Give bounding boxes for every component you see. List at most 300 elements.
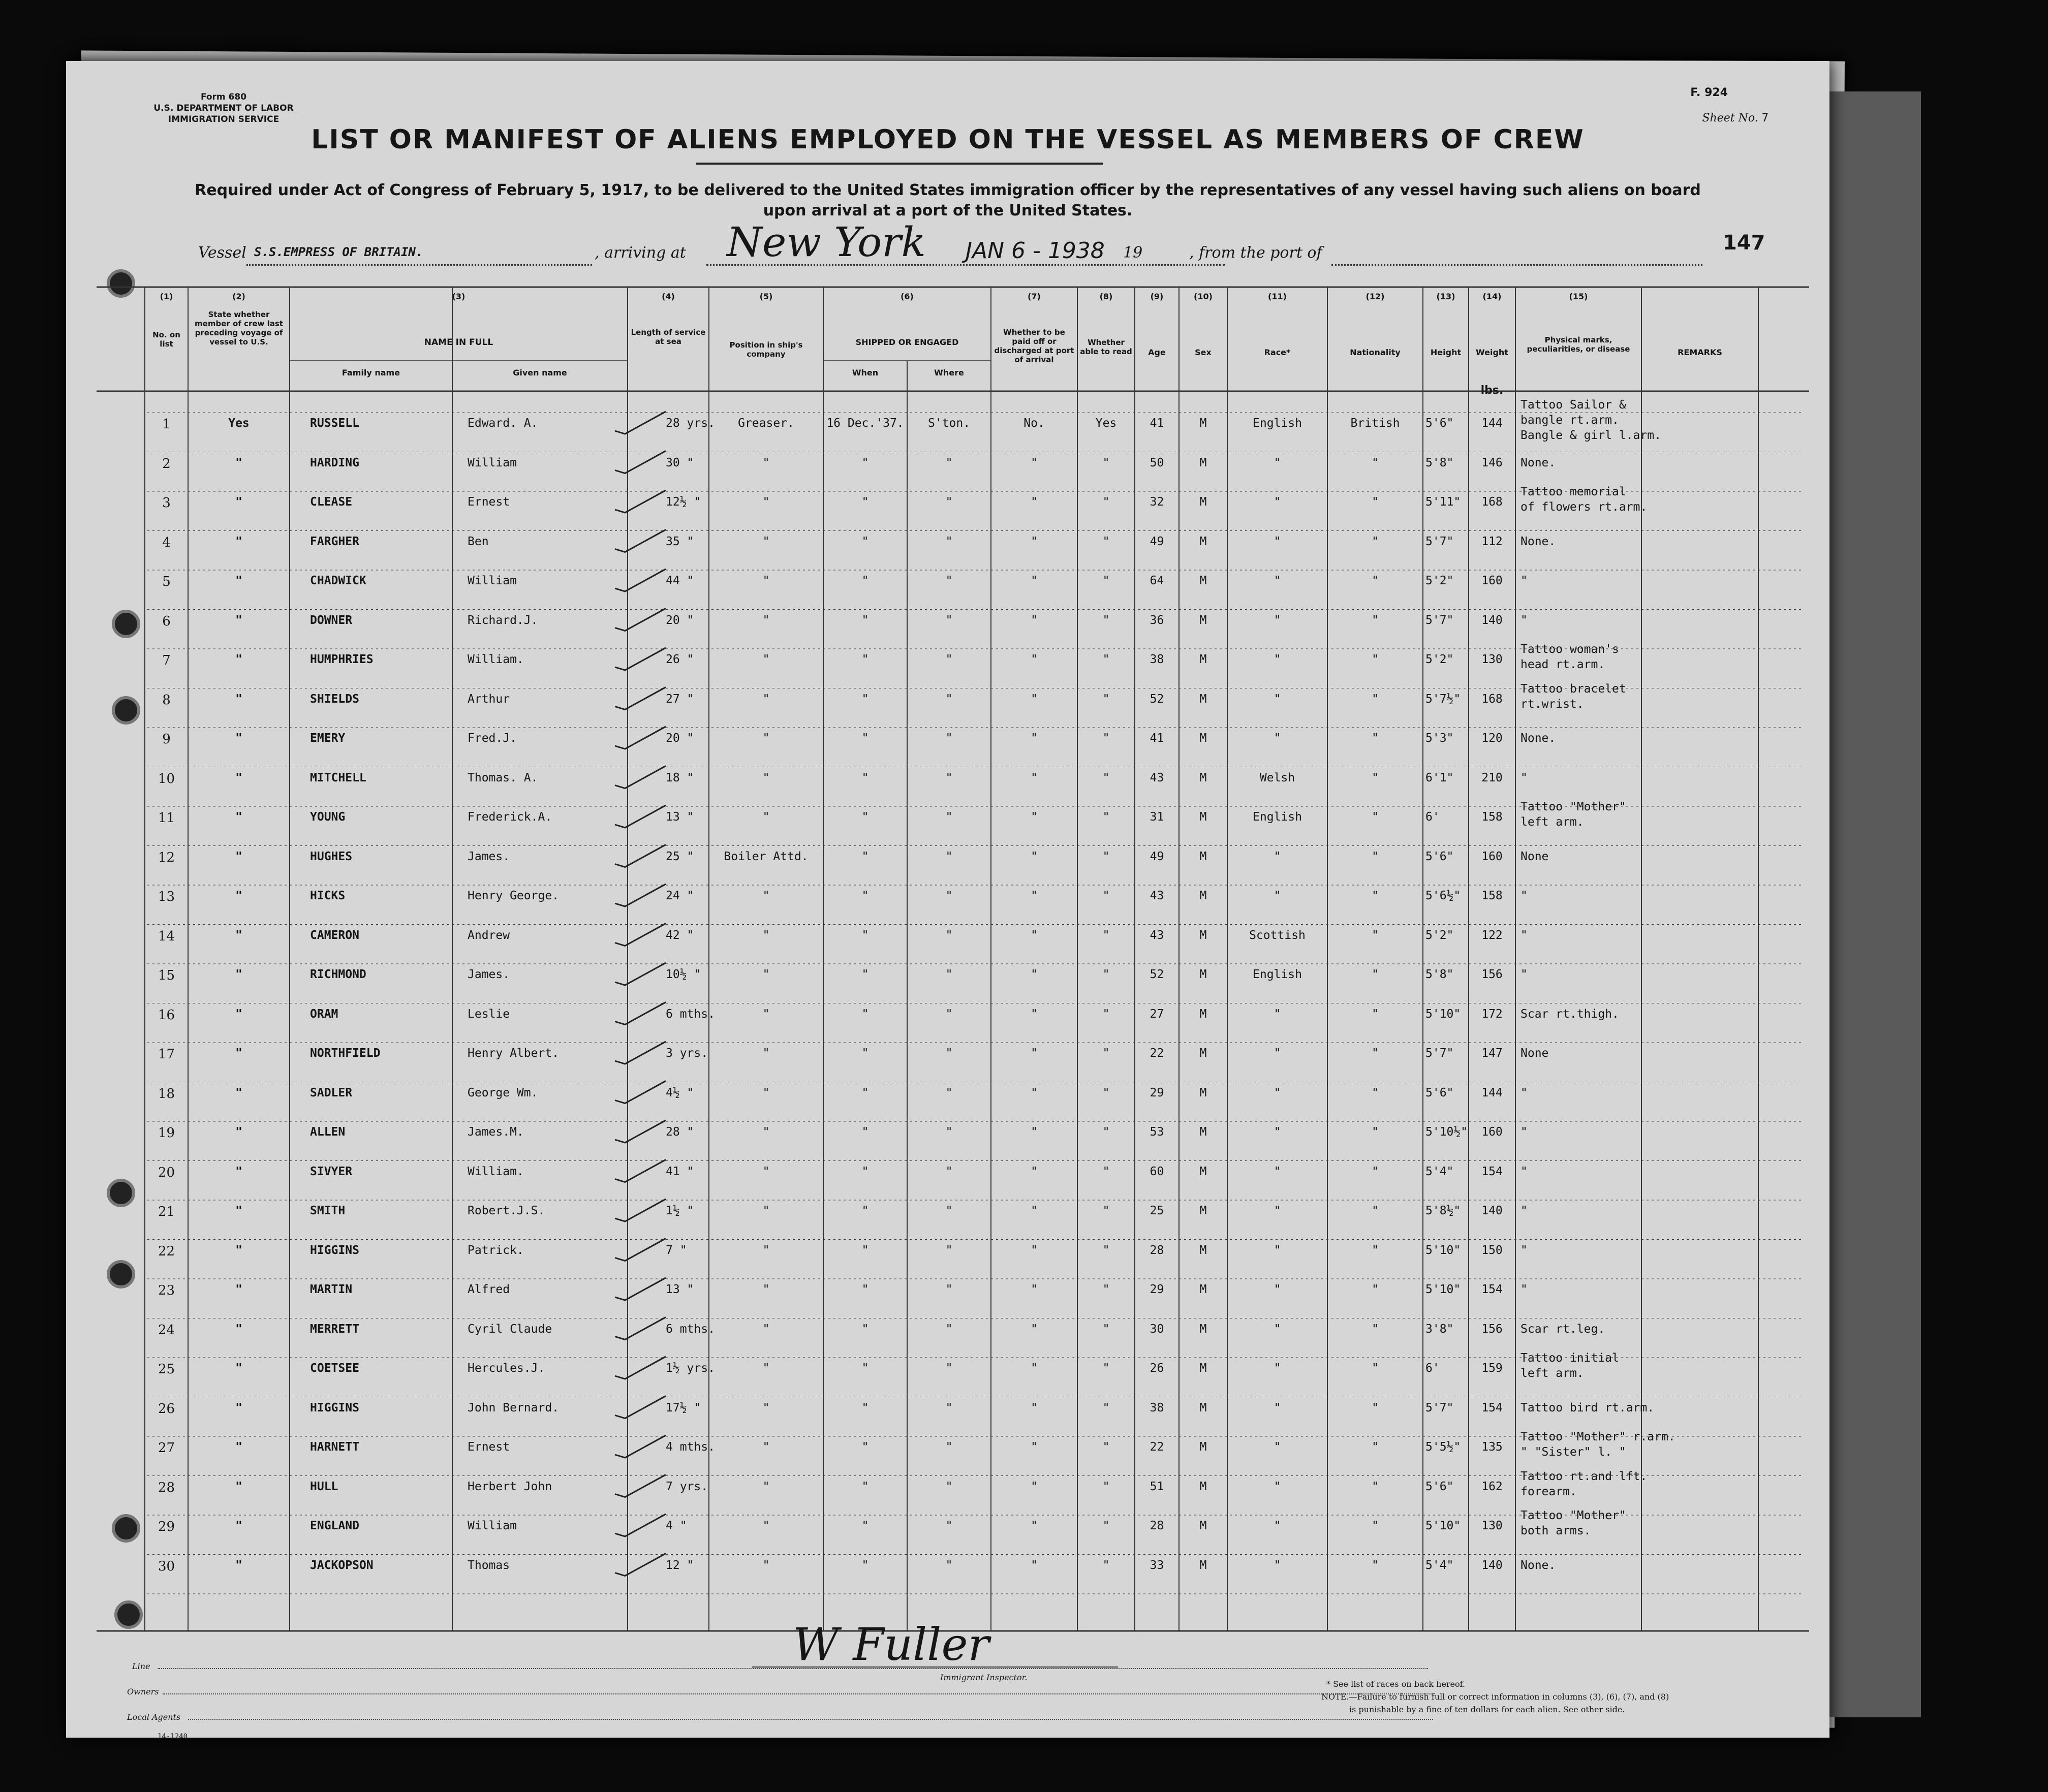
physical-marks: " "Sister" l. " <box>1521 1445 1626 1459</box>
age: 31 <box>1150 810 1164 824</box>
shipped-when: " <box>861 810 869 824</box>
service-length: 6 mths. <box>666 1007 715 1021</box>
service-length: 12½ " <box>666 495 701 509</box>
paid-off: " <box>1031 1204 1038 1217</box>
able-to-read: " <box>1102 1007 1110 1021</box>
family-name: HICKS <box>310 889 346 902</box>
sex: M <box>1199 810 1207 824</box>
given-name: Cyril Claude <box>468 1322 552 1336</box>
family-name: EMERY <box>310 732 346 745</box>
previous-voyage: " <box>235 1322 242 1336</box>
list-number: 29 <box>158 1519 175 1534</box>
able-to-read: " <box>1102 1322 1110 1336</box>
paid-off: " <box>1031 1362 1038 1375</box>
given-name: James.M. <box>468 1125 524 1139</box>
shipped-where: " <box>945 968 953 981</box>
age: 30 <box>1150 1322 1164 1336</box>
family-name: ENGLAND <box>310 1519 359 1532</box>
shipped-where: " <box>945 810 953 824</box>
height: 5'7" <box>1425 613 1454 627</box>
shipped-when: " <box>861 692 869 706</box>
weight: 210 <box>1481 771 1503 784</box>
family-name: YOUNG <box>310 810 346 824</box>
physical-marks: Tattoo "Mother" <box>1521 1509 1626 1522</box>
able-to-read: " <box>1102 1401 1110 1414</box>
sex: M <box>1199 653 1207 666</box>
age: 41 <box>1150 732 1164 745</box>
able-to-read: " <box>1102 456 1110 469</box>
age: 38 <box>1150 1401 1164 1414</box>
service-length: 4 mths. <box>666 1440 715 1454</box>
height: 5'10" <box>1425 1243 1461 1257</box>
sex: M <box>1199 692 1207 706</box>
shipped-where: " <box>945 613 953 627</box>
position: " <box>762 889 770 902</box>
document-title: LIST OR MANIFEST OF ALIENS EMPLOYED ON THE VESSEL AS MEMBERS OF CREW <box>311 124 1585 155</box>
shipped-where: " <box>945 1362 953 1375</box>
service-length: 20 " <box>666 613 694 627</box>
able-to-read: " <box>1102 574 1110 587</box>
list-number: 12 <box>158 850 175 865</box>
shipped-when: " <box>861 1086 869 1099</box>
races-note: * See list of races on back hereof. <box>1326 1679 1466 1689</box>
col-age-header: Age <box>1148 348 1166 357</box>
service-length: 13 " <box>666 1283 694 1296</box>
race: " <box>1274 692 1281 706</box>
paid-off: " <box>1031 1440 1038 1454</box>
position: " <box>762 456 770 469</box>
previous-voyage: " <box>235 1362 242 1375</box>
able-to-read: " <box>1102 495 1110 509</box>
column-number: (13) <box>1436 292 1455 301</box>
sex: M <box>1199 1125 1207 1139</box>
physical-marks: " <box>1521 968 1528 981</box>
sex: M <box>1199 1086 1207 1099</box>
height: 3'8" <box>1425 1322 1454 1336</box>
local-agents-label: Local Agents <box>127 1712 181 1722</box>
height: 5'5½" <box>1425 1440 1461 1454</box>
page-number: 147 <box>1723 231 1765 255</box>
previous-voyage: " <box>235 1480 242 1493</box>
list-number: 2 <box>162 456 171 471</box>
nationality: " <box>1372 653 1379 666</box>
weight: 156 <box>1481 968 1503 981</box>
service-length: 25 " <box>666 850 694 863</box>
nationality: " <box>1372 692 1379 706</box>
service-length: 42 " <box>666 928 694 942</box>
shipped-when: " <box>861 1362 869 1375</box>
service-length: 18 " <box>666 771 694 784</box>
list-number: 10 <box>158 771 175 787</box>
nationality: " <box>1372 456 1379 469</box>
physical-marks: forearm. <box>1521 1485 1577 1498</box>
physical-marks: None. <box>1521 1558 1556 1572</box>
position: " <box>762 1558 770 1572</box>
physical-marks: Scar rt.leg. <box>1521 1322 1605 1336</box>
given-name: Alfred <box>468 1283 510 1296</box>
height: 5'7" <box>1425 1401 1454 1414</box>
previous-voyage: " <box>235 1007 242 1021</box>
family-name: ORAM <box>310 1007 338 1021</box>
nationality: " <box>1372 1243 1379 1257</box>
age: 38 <box>1150 653 1164 666</box>
position: " <box>762 653 770 666</box>
service-length: 26 " <box>666 653 694 666</box>
position: " <box>762 1125 770 1139</box>
previous-voyage: " <box>235 1047 242 1060</box>
previous-voyage: " <box>235 771 242 784</box>
height: 5'10½" <box>1425 1125 1468 1139</box>
paid-off: " <box>1031 1086 1038 1099</box>
height: 5'2" <box>1425 653 1454 666</box>
physical-marks: " <box>1521 1086 1528 1099</box>
service-length: 27 " <box>666 692 694 706</box>
list-number: 21 <box>158 1204 175 1219</box>
list-number: 22 <box>158 1243 175 1259</box>
race: " <box>1274 1480 1281 1493</box>
col-paid-off-header: Whether to be paid off or discharged at port of arrival <box>994 328 1074 364</box>
nationality: " <box>1372 810 1379 824</box>
nationality: " <box>1372 1204 1379 1217</box>
age: 50 <box>1150 456 1164 469</box>
paid-off: " <box>1031 1125 1038 1139</box>
weight: 140 <box>1481 1204 1503 1217</box>
col-physical-marks-header: Physical marks, peculiarities, or disease <box>1527 335 1630 354</box>
physical-marks: " <box>1521 889 1528 902</box>
physical-marks: " <box>1521 1243 1528 1257</box>
sex: M <box>1199 613 1207 627</box>
paid-off: " <box>1031 1558 1038 1572</box>
age: 49 <box>1150 850 1164 863</box>
shipped-when: " <box>861 1440 869 1454</box>
height: 6' <box>1425 1362 1440 1375</box>
list-number: 18 <box>158 1086 175 1102</box>
col-given-name-header: Given name <box>513 368 567 378</box>
physical-marks: both arms. <box>1521 1524 1591 1537</box>
previous-voyage: " <box>235 928 242 942</box>
list-number: 17 <box>158 1047 175 1062</box>
able-to-read: " <box>1102 810 1110 824</box>
given-name: Henry George. <box>468 889 560 902</box>
shipped-when: " <box>861 850 869 863</box>
physical-marks: Tattoo "Mother" <box>1521 800 1626 813</box>
family-name: RICHMOND <box>310 968 366 981</box>
sex: M <box>1199 1007 1207 1021</box>
shipped-where: " <box>945 1007 953 1021</box>
weight: 112 <box>1481 535 1503 548</box>
position: " <box>762 1007 770 1021</box>
previous-voyage: " <box>235 889 242 902</box>
given-name: James. <box>468 850 510 863</box>
nationality: " <box>1372 1047 1379 1060</box>
race: " <box>1274 1401 1281 1414</box>
previous-voyage: " <box>235 1283 242 1296</box>
age: 52 <box>1150 692 1164 706</box>
weight: 146 <box>1481 456 1503 469</box>
previous-voyage: " <box>235 810 242 824</box>
shipped-when: " <box>861 535 869 548</box>
race: " <box>1274 1086 1281 1099</box>
sex: M <box>1199 535 1207 548</box>
family-name: HARDING <box>310 456 359 469</box>
sex: M <box>1199 456 1207 469</box>
service-length: 1½ yrs. <box>666 1362 715 1375</box>
shipped-when: " <box>861 968 869 981</box>
previous-voyage: " <box>235 1204 242 1217</box>
family-name: CAMERON <box>310 928 359 942</box>
physical-marks: None <box>1521 850 1549 863</box>
race: " <box>1274 1283 1281 1296</box>
family-name: JACKOPSON <box>310 1558 374 1572</box>
family-name: SIVYER <box>310 1165 353 1178</box>
able-to-read: " <box>1102 1165 1110 1178</box>
weight: 130 <box>1481 653 1503 666</box>
age: 22 <box>1150 1047 1164 1060</box>
able-to-read: " <box>1102 1362 1110 1375</box>
list-number: 30 <box>158 1558 175 1574</box>
shipped-when: " <box>861 495 869 509</box>
paid-off: " <box>1031 456 1038 469</box>
previous-voyage: " <box>235 574 242 587</box>
paid-off: " <box>1031 850 1038 863</box>
given-name: Ben <box>468 535 489 548</box>
paid-off: " <box>1031 535 1038 548</box>
age: 53 <box>1150 1125 1164 1139</box>
previous-voyage: " <box>235 1440 242 1454</box>
sex: M <box>1199 1401 1207 1414</box>
given-name: Thomas. A. <box>468 771 538 784</box>
sex: M <box>1199 1440 1207 1454</box>
paid-off: " <box>1031 1007 1038 1021</box>
able-to-read: " <box>1102 1204 1110 1217</box>
physical-marks: None. <box>1521 535 1556 548</box>
family-name: MARTIN <box>310 1283 353 1296</box>
paid-off: " <box>1031 1165 1038 1178</box>
column-number: (14) <box>1482 292 1502 301</box>
race: English <box>1253 417 1302 430</box>
weight: 162 <box>1481 1480 1503 1493</box>
paid-off: " <box>1031 1047 1038 1060</box>
col-race-header: Race* <box>1264 348 1291 357</box>
service-length: 4½ " <box>666 1086 694 1099</box>
position: " <box>762 1283 770 1296</box>
from-port-label: , from the port of <box>1189 244 1322 262</box>
given-name: Henry Albert. <box>468 1047 560 1060</box>
shipped-where: " <box>945 1401 953 1414</box>
service-name: IMMIGRATION SERVICE <box>168 114 280 124</box>
family-name: HARNETT <box>310 1440 359 1454</box>
race: " <box>1274 1125 1281 1139</box>
race: " <box>1274 613 1281 627</box>
weight: 144 <box>1481 1086 1503 1099</box>
column-number: (9) <box>1150 292 1164 301</box>
paid-off: " <box>1031 810 1038 824</box>
shipped-when: " <box>861 1047 869 1060</box>
shipped-when: " <box>861 889 869 902</box>
list-number: 19 <box>158 1125 175 1141</box>
previous-voyage: Yes <box>228 417 250 430</box>
list-number: 8 <box>162 692 171 708</box>
position: " <box>762 1519 770 1532</box>
height: 5'4" <box>1425 1558 1454 1572</box>
given-name: Frederick.A. <box>468 810 552 824</box>
race: Scottish <box>1249 928 1306 942</box>
paid-off: " <box>1031 495 1038 509</box>
list-number: 27 <box>158 1440 175 1456</box>
weight: 150 <box>1481 1243 1503 1257</box>
family-name: CLEASE <box>310 495 353 509</box>
shipped-when: " <box>861 771 869 784</box>
service-length: 7 " <box>666 1243 687 1257</box>
sex: M <box>1199 417 1207 430</box>
paid-off: " <box>1031 1401 1038 1414</box>
col-height-header: Height <box>1430 348 1462 357</box>
able-to-read: " <box>1102 613 1110 627</box>
sheet-edge <box>1829 91 1921 1717</box>
race: " <box>1274 1558 1281 1572</box>
shipped-where: " <box>945 850 953 863</box>
shipped-where: " <box>945 1243 953 1257</box>
able-to-read: " <box>1102 535 1110 548</box>
physical-marks: bangle rt.arm. <box>1521 414 1619 427</box>
family-name: HULL <box>310 1480 338 1493</box>
position: " <box>762 1480 770 1493</box>
col-nationality-header: Nationality <box>1350 348 1401 357</box>
family-name: CHADWICK <box>310 574 366 587</box>
race: Welsh <box>1259 771 1295 784</box>
paid-off: " <box>1031 1283 1038 1296</box>
weight: 156 <box>1481 1322 1503 1336</box>
col-where-header: Where <box>934 368 964 378</box>
service-length: 4 " <box>666 1519 687 1532</box>
able-to-read: " <box>1102 653 1110 666</box>
col-able-to-read-header: Whether able to read <box>1080 338 1132 356</box>
height: 5'6" <box>1425 1480 1454 1493</box>
previous-voyage: " <box>235 692 242 706</box>
col-name-header: NAME IN FULL <box>424 337 493 348</box>
race: " <box>1274 1519 1281 1532</box>
shipped-where: " <box>945 732 953 745</box>
able-to-read: " <box>1102 968 1110 981</box>
column-number: (2) <box>232 292 245 301</box>
able-to-read: " <box>1102 1086 1110 1099</box>
weight: 154 <box>1481 1283 1503 1296</box>
race: " <box>1274 1007 1281 1021</box>
sex: M <box>1199 850 1207 863</box>
weight: 122 <box>1481 928 1503 942</box>
weight: 172 <box>1481 1007 1503 1021</box>
previous-voyage: " <box>235 1519 242 1532</box>
previous-voyage: " <box>235 456 242 469</box>
weight: 168 <box>1481 495 1503 509</box>
physical-marks: Scar rt.thigh. <box>1521 1007 1619 1021</box>
age: 43 <box>1150 928 1164 942</box>
position: " <box>762 928 770 942</box>
nationality: " <box>1372 889 1379 902</box>
age: 25 <box>1150 1204 1164 1217</box>
race: " <box>1274 495 1281 509</box>
physical-marks: Tattoo "Mother" r.arm. <box>1521 1430 1675 1443</box>
position: " <box>762 771 770 784</box>
able-to-read: Yes <box>1095 417 1117 430</box>
previous-voyage: " <box>235 850 242 863</box>
height: 5'2" <box>1425 574 1454 587</box>
sex: M <box>1199 574 1207 587</box>
paid-off: " <box>1031 574 1038 587</box>
col-list-number-header: No. on list <box>152 330 180 349</box>
shipped-when: " <box>861 928 869 942</box>
previous-voyage: " <box>235 1401 242 1414</box>
vessel-label: Vessel <box>198 244 246 262</box>
nationality: " <box>1372 535 1379 548</box>
position: Boiler Attd. <box>724 850 809 863</box>
fine-note: NOTE.—Failure to furnish full or correct information in columns (3), (6), (7), and (8) <box>1321 1692 1669 1702</box>
height: 5'4" <box>1425 1165 1454 1178</box>
given-name: Arthur <box>468 692 510 706</box>
sex: M <box>1199 1204 1207 1217</box>
weight: 130 <box>1481 1519 1503 1532</box>
physical-marks: rt.wrist. <box>1521 697 1584 711</box>
service-length: 28 " <box>666 1125 694 1139</box>
column-number: (4) <box>662 292 675 301</box>
physical-marks: " <box>1521 574 1528 587</box>
shipped-where: " <box>945 535 953 548</box>
service-length: 10½ " <box>666 968 701 981</box>
race: " <box>1274 653 1281 666</box>
family-name: SMITH <box>310 1204 346 1217</box>
height: 5'6" <box>1425 850 1454 863</box>
arrival-date-stamp: JAN 6 - 1938 <box>966 238 1105 264</box>
age: 32 <box>1150 495 1164 509</box>
given-name: Robert.J.S. <box>468 1204 545 1217</box>
physical-marks: Tattoo memorial <box>1521 485 1626 498</box>
column-number: (7) <box>1028 292 1041 301</box>
nationality: " <box>1372 1322 1379 1336</box>
weight-unit-label: lbs. <box>1480 384 1504 397</box>
sex: M <box>1199 1558 1207 1572</box>
shipped-where: " <box>945 1322 953 1336</box>
position: " <box>762 692 770 706</box>
age: 28 <box>1150 1519 1164 1532</box>
shipped-where: " <box>945 1519 953 1532</box>
family-name: HUGHES <box>310 850 353 863</box>
shipped-where: " <box>945 1125 953 1139</box>
given-name: Thomas <box>468 1558 510 1572</box>
nationality: " <box>1372 1519 1379 1532</box>
paid-off: " <box>1031 1322 1038 1336</box>
height: 5'10" <box>1425 1283 1461 1296</box>
physical-marks: " <box>1521 771 1528 784</box>
age: 64 <box>1150 574 1164 587</box>
column-number: (15) <box>1569 292 1588 301</box>
given-name: Patrick. <box>468 1243 524 1257</box>
shipped-when: " <box>861 1283 869 1296</box>
shipped-where: " <box>945 928 953 942</box>
weight: 140 <box>1481 613 1503 627</box>
nationality: " <box>1372 732 1379 745</box>
physical-marks: Bangle & girl l.arm. <box>1521 429 1661 442</box>
weight: 160 <box>1481 850 1503 863</box>
shipped-where: " <box>945 1047 953 1060</box>
previous-voyage: " <box>235 968 242 981</box>
previous-voyage: " <box>235 1558 242 1572</box>
column-number: (10) <box>1194 292 1213 301</box>
physical-marks: Tattoo rt.and lft. <box>1521 1469 1648 1483</box>
physical-marks: left arm. <box>1521 815 1584 829</box>
family-name: COETSEE <box>310 1362 359 1375</box>
list-number: 3 <box>162 495 171 511</box>
shipped-where: " <box>945 495 953 509</box>
